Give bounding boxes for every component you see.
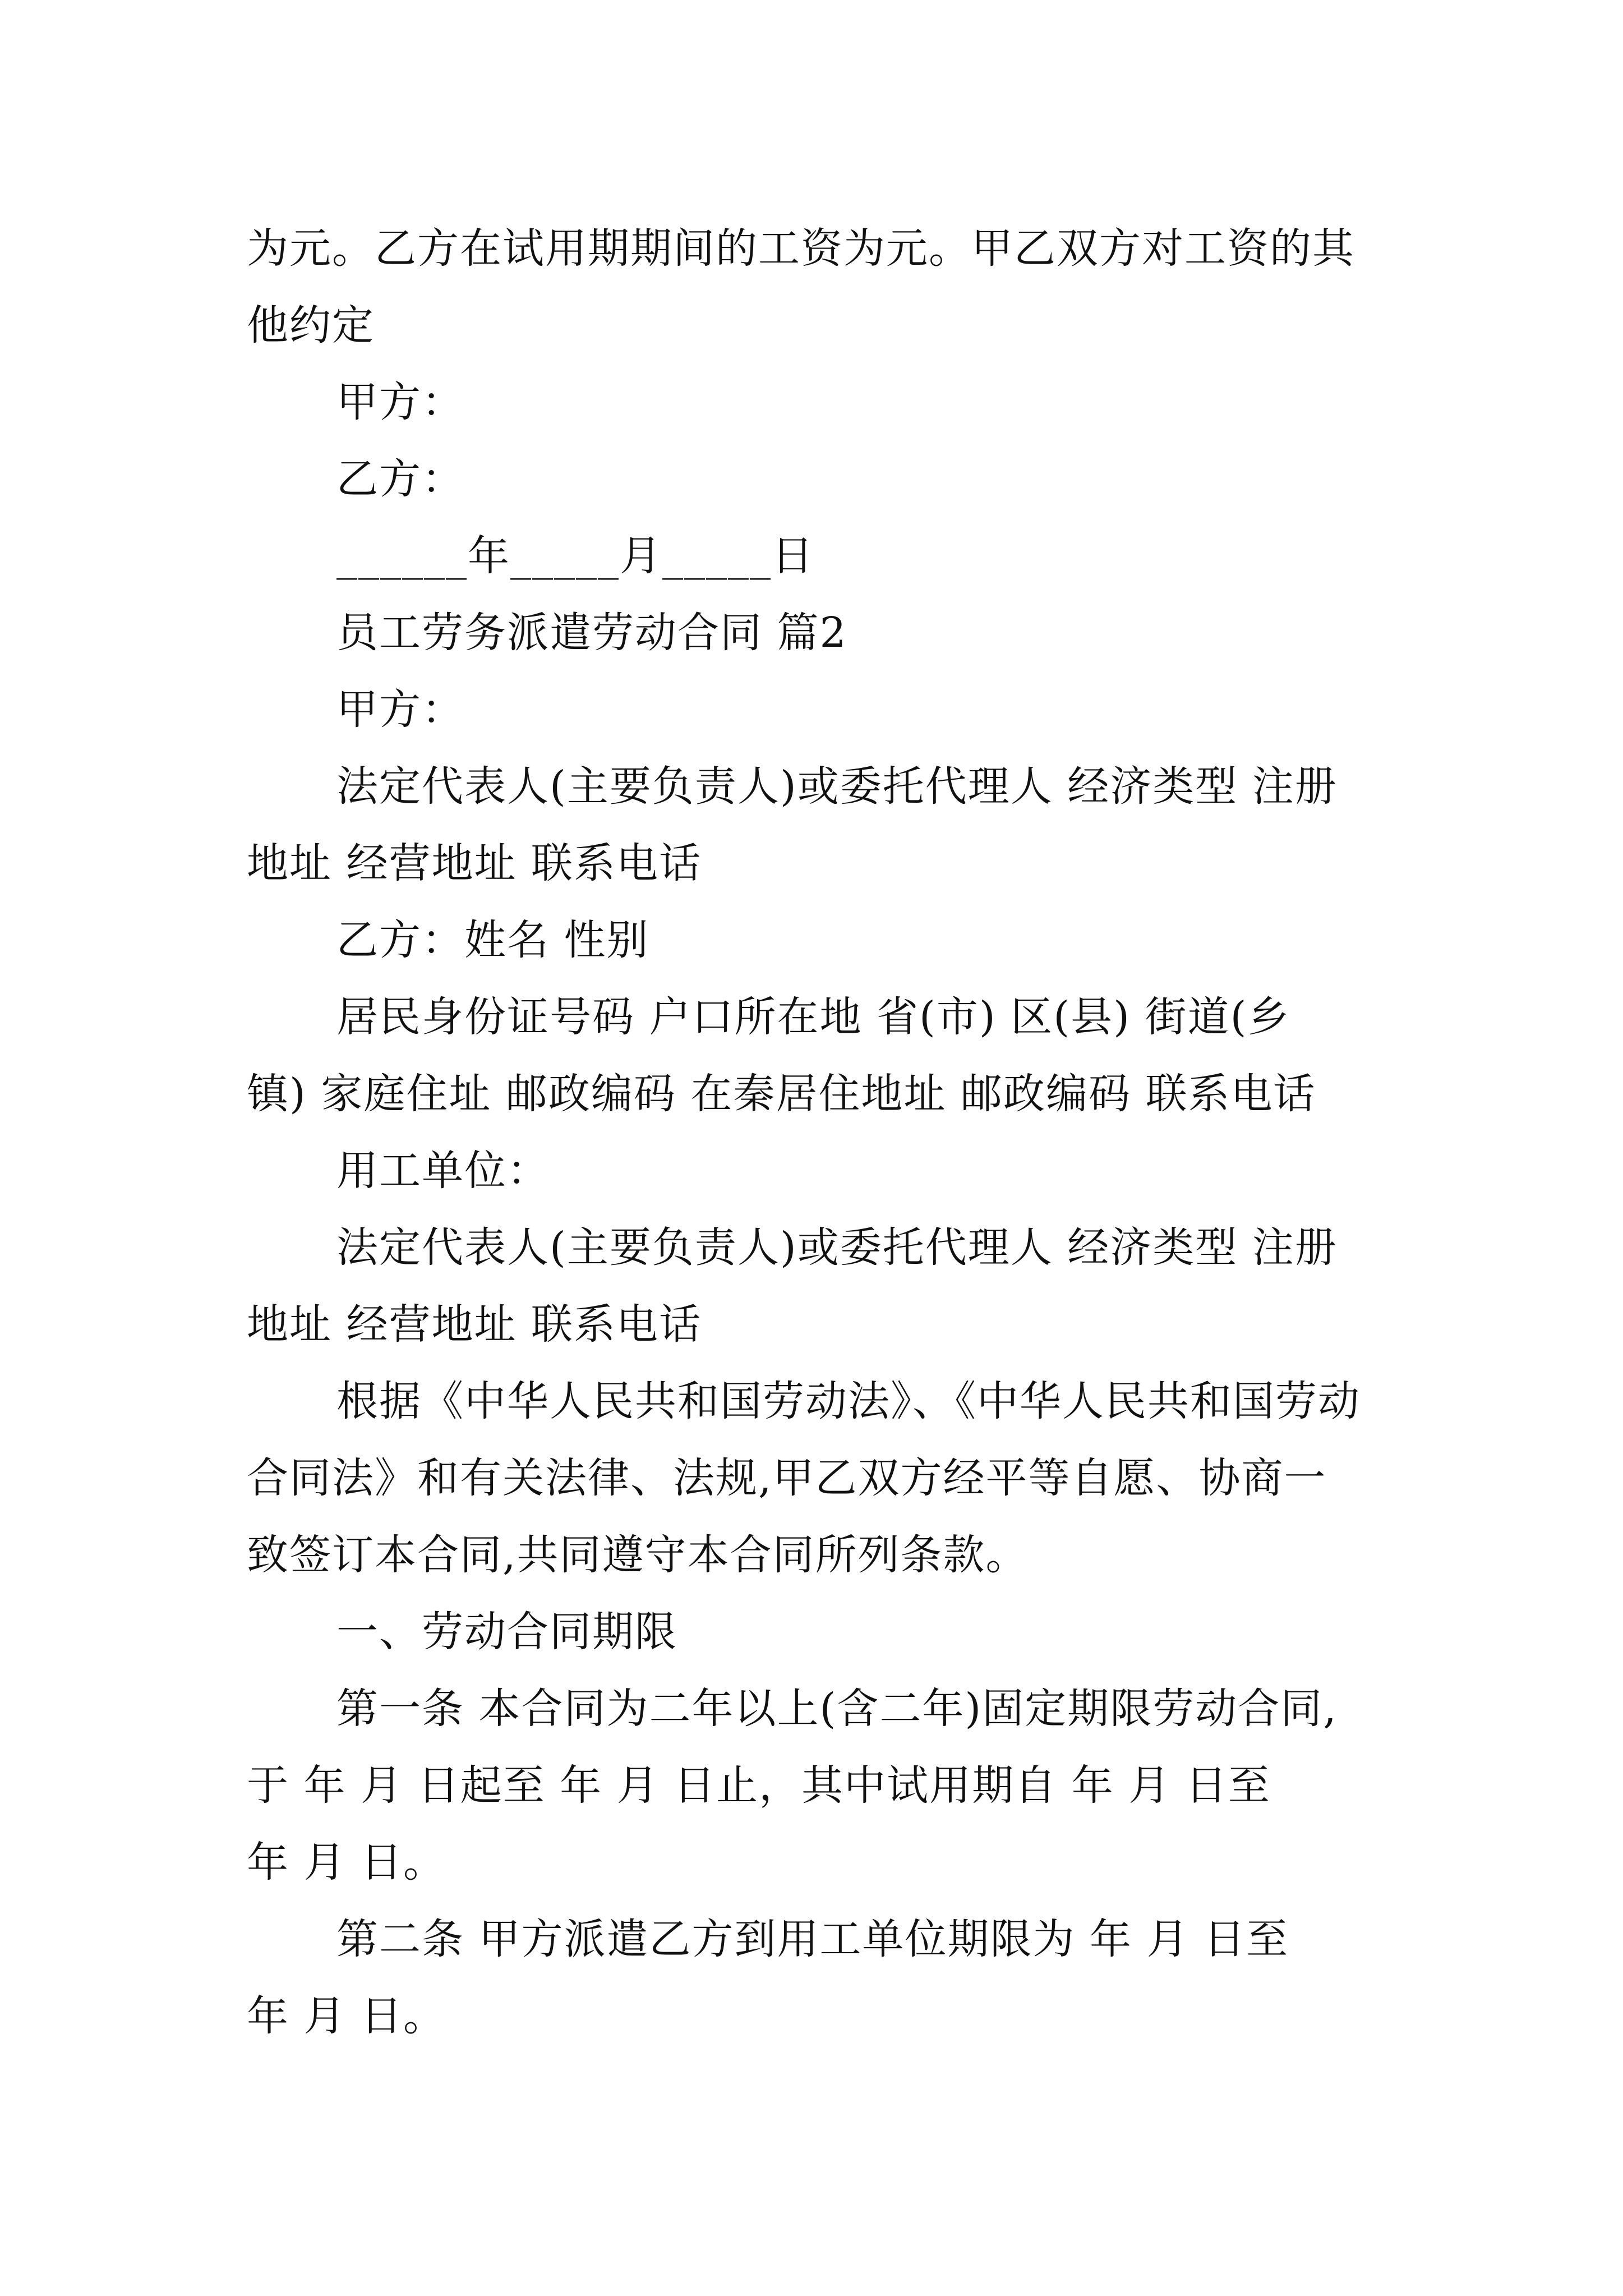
article-line: 年 月 日。 — [247, 1838, 446, 1887]
article-line: 第一条 本合同为二年以上(含二年)固定期限劳动合同, — [336, 1685, 1338, 1733]
section-heading: 员工劳务派遣劳动合同 篇2 — [336, 609, 847, 657]
paragraph-line: 合同法》和有关法律、法规,甲乙双方经平等自愿、协商一 — [247, 1454, 1327, 1502]
paragraph-line: 地址 经营地址 联系电话 — [247, 1300, 702, 1349]
paragraph-line: 乙方：姓名 性别 — [336, 916, 649, 964]
article-line: 年 月 日。 — [247, 1992, 446, 2040]
paragraph-line: 镇) 家庭住址 邮政编码 在秦居住地址 邮政编码 联系电话 — [247, 1070, 1316, 1118]
section-heading: 一、劳动合同期限 — [336, 1608, 677, 1656]
employer-label: 用工单位： — [336, 1147, 550, 1195]
paragraph-line: 致签订本合同,共同遵守本合同所列条款。 — [247, 1531, 1029, 1579]
paragraph-line: 为元。乙方在试用期期间的工资为元。甲乙双方对工资的其 — [247, 224, 1355, 273]
paragraph-line: 他约定 — [247, 301, 375, 349]
article-line: 于 年 月 日起至 年 月 日止，其中试用期自 年 月 日至 — [247, 1761, 1271, 1810]
paragraph-line: 居民身份证号码 户口所在地 省(市) 区(县) 街道(乡 — [336, 993, 1290, 1041]
article-line: 第二条 甲方派遣乙方到用工单位期限为 年 月 日至 — [336, 1915, 1289, 1963]
paragraph-line: 法定代表人(主要负责人)或委托代理人 经济类型 注册 — [336, 1223, 1338, 1272]
paragraph-line: 地址 经营地址 联系电话 — [247, 839, 702, 887]
party-b-label: 乙方： — [336, 455, 464, 503]
paragraph-line: 法定代表人(主要负责人)或委托代理人 经济类型 注册 — [336, 762, 1338, 811]
date-line: ______年_____月_____日 — [336, 532, 814, 580]
party-a-label: 甲方： — [336, 685, 464, 734]
party-a-label: 甲方： — [336, 378, 464, 426]
document-body — [247, 210, 1391, 2055]
paragraph-line: 根据《中华人民共和国劳动法》、《中华人民共和国劳动 — [336, 1377, 1361, 1425]
